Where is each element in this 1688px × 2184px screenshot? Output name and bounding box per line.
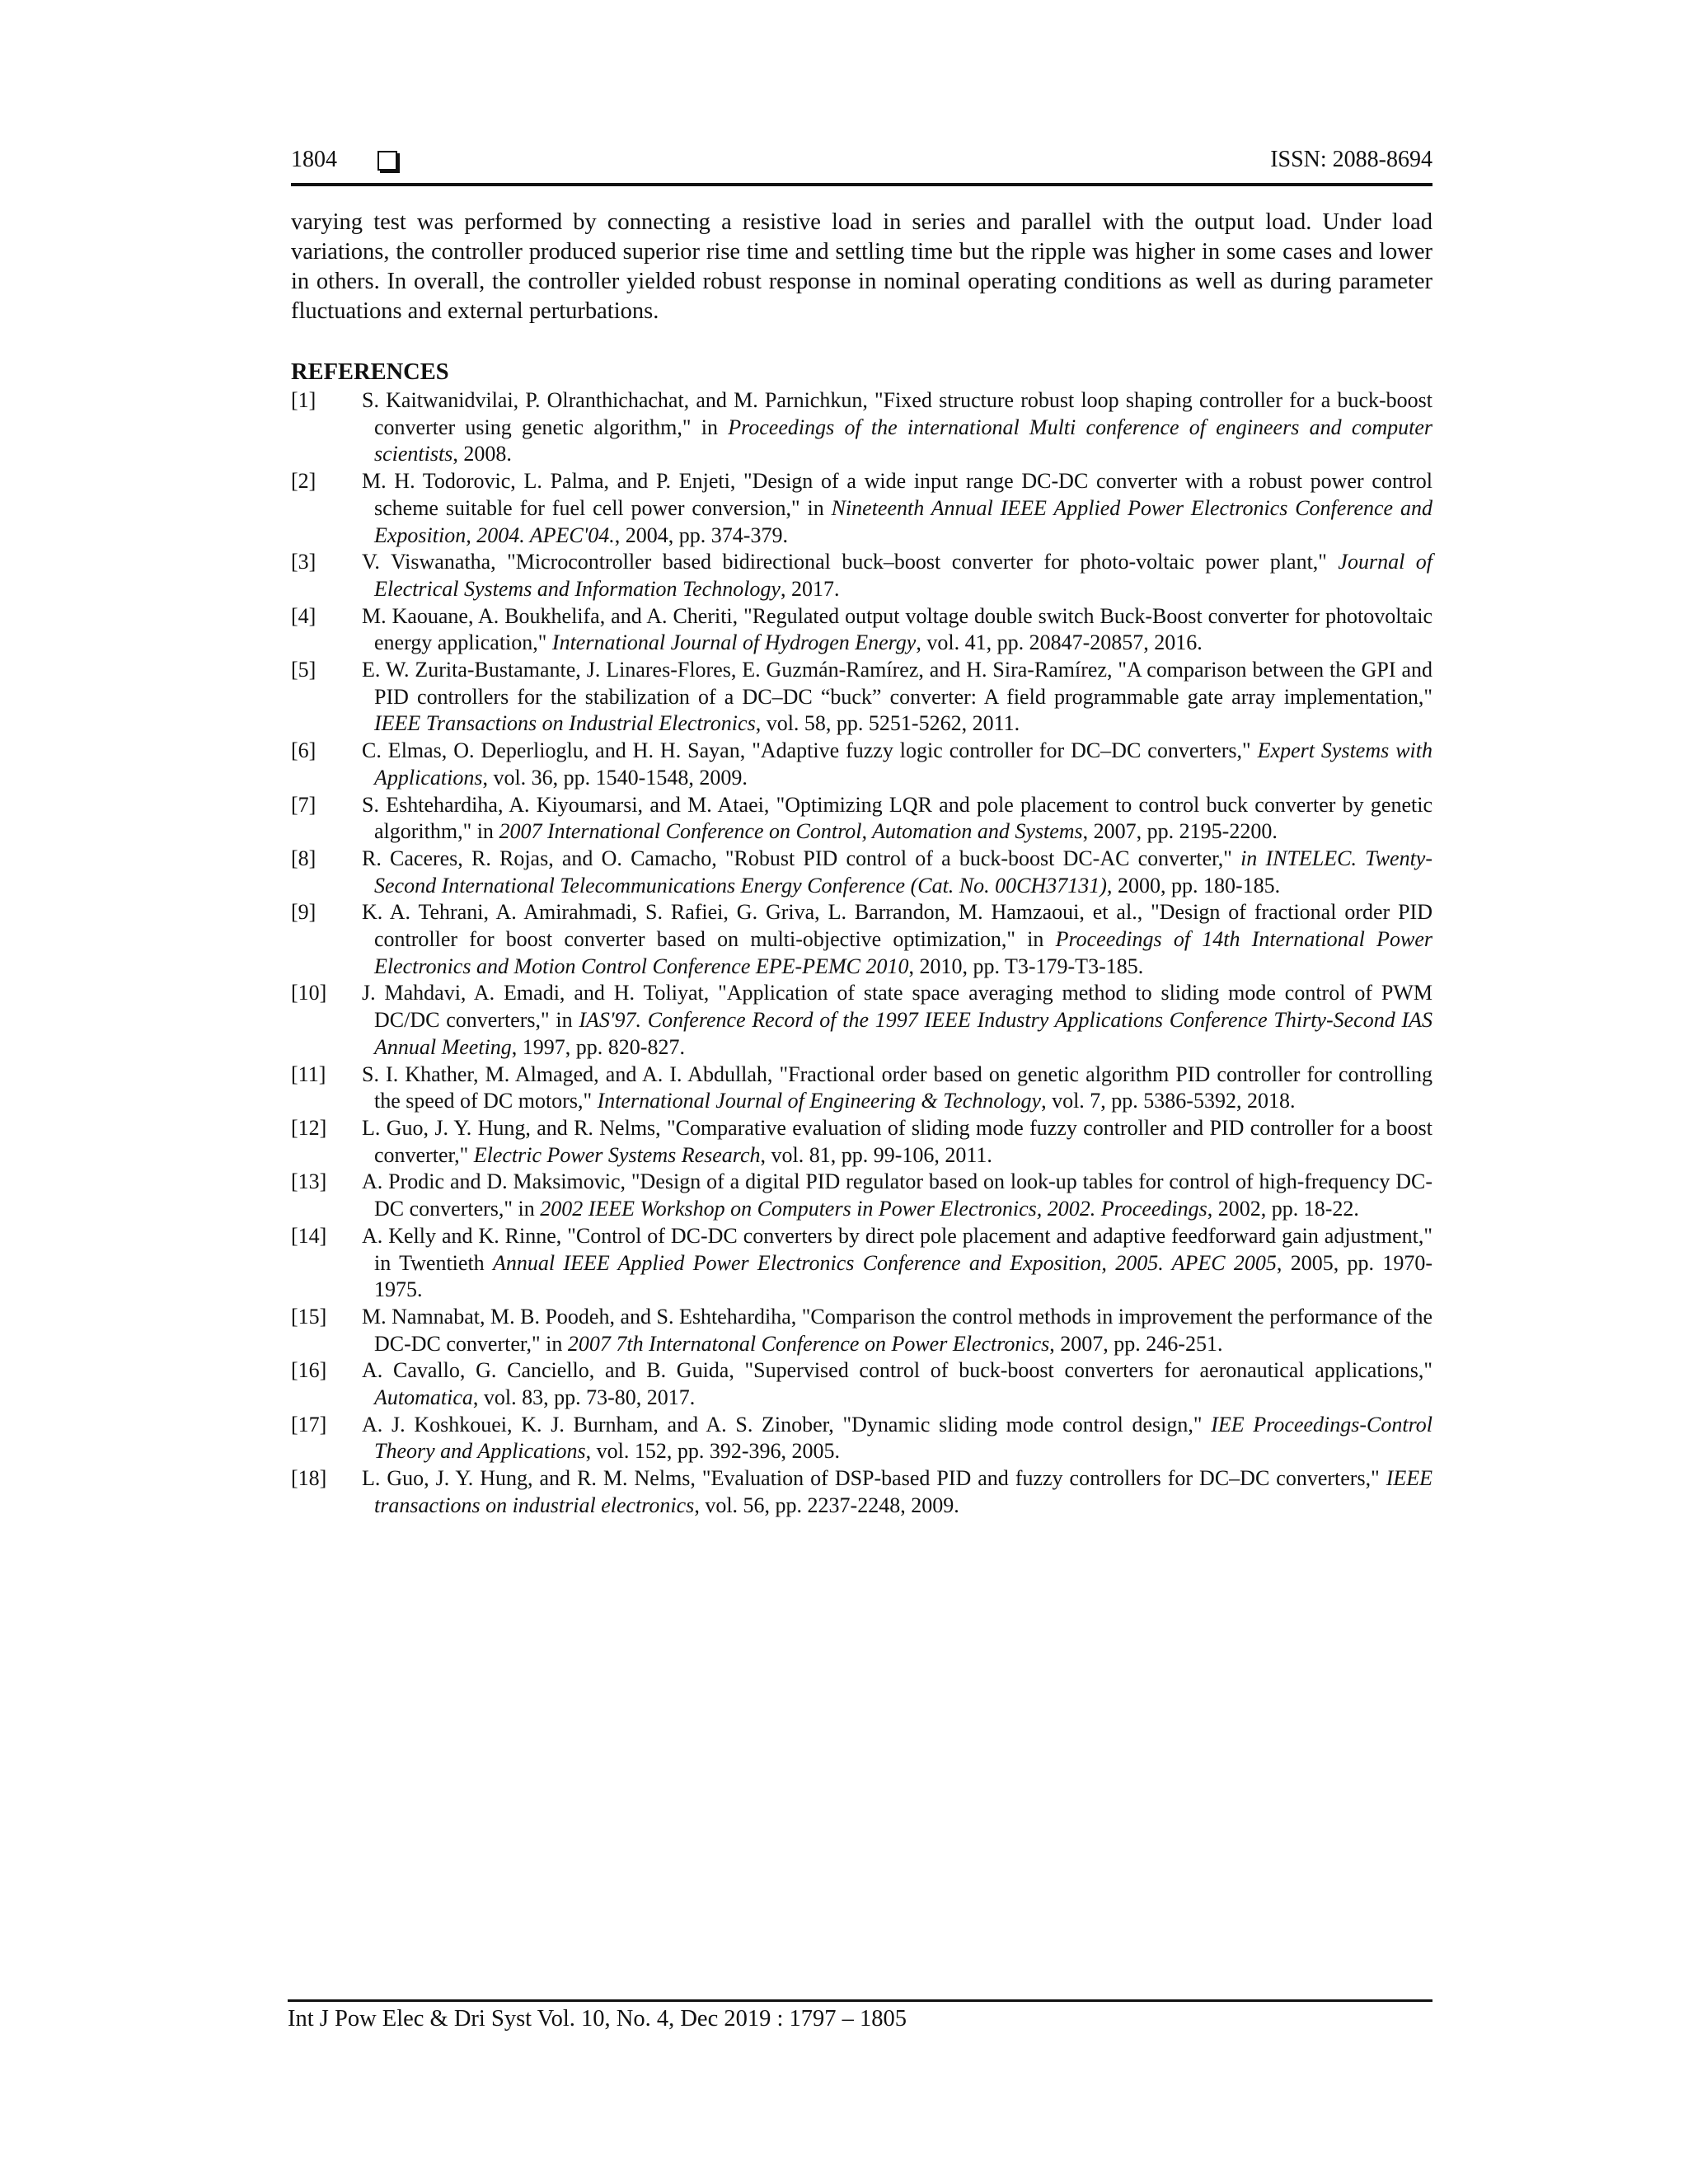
- reference-text: [362, 387, 1432, 468]
- reference-venue: International Journal of Hydrogen Energy: [551, 630, 917, 655]
- reference-number: [2]: [291, 469, 316, 494]
- reference-number: [12]: [291, 1115, 327, 1140]
- reference-text: [362, 899, 1432, 980]
- reference-venue: IAS'97. Conference Record of the 1997 IEEE Industry Applications Conference Thirty-Second IAS Annual Meeting: [374, 1008, 1433, 1059]
- reference-item: [291, 657, 1432, 738]
- reference-authors-title: A. Prodic and D. Maksimovic, "Design of a digital PID regulator based on look-up tables for control of high-frequency DC-DC converters," in: [362, 1169, 1432, 1221]
- reference-item: [291, 387, 1432, 468]
- reference-item: [291, 603, 1432, 657]
- reference-item: [291, 899, 1432, 980]
- reference-number: [14]: [291, 1223, 327, 1248]
- page-header: [291, 145, 1432, 186]
- reference-text: [362, 1304, 1432, 1357]
- reference-authors-title: K. A. Tehrani, A. Amirahmadi, S. Rafiei, G. Griva, L. Barrandon, M. Hamzaoui, et al., "Design of fractional order PID controller for boost converter based on multi-objective optimization," in: [362, 900, 1432, 952]
- reference-authors-title: M. Kaouane, A. Boukhelifa, and A. Cheriti, "Regulated output voltage double switch Buck-Boost converter for photovoltaic energy application,": [362, 603, 1432, 655]
- reference-text: [362, 846, 1432, 899]
- reference-venue: Journal of Electrical Systems and Information Technology: [374, 550, 1433, 601]
- reference-item: [291, 1115, 1432, 1169]
- reference-details: , 2007, pp. 246-251.: [1049, 1331, 1223, 1356]
- reference-item: [291, 1412, 1432, 1465]
- reference-details: , 2010, pp. T3-179-T3-185.: [908, 954, 1144, 978]
- reference-item: [291, 1169, 1432, 1222]
- reference-number: [15]: [291, 1304, 327, 1329]
- reference-details: , 2002, pp. 18-22.: [1207, 1197, 1359, 1221]
- reference-authors-title: M. Namnabat, M. B. Poodeh, and S. Eshtehardiha, "Comparison the control methods in improvement the performance of the DC-DC converter," in: [362, 1304, 1432, 1356]
- reference-authors-title: A. Kelly and K. Rinne, "Control of DC-DC converters by direct pole placement and adaptive feedforward gain adjustment," in Twentieth: [362, 1223, 1432, 1275]
- references-section: [291, 358, 1432, 1520]
- square-box-icon: [377, 151, 397, 171]
- reference-venue: Annual IEEE Applied Power Electronics Conference and Exposition, 2005. APEC 2005: [492, 1250, 1277, 1275]
- reference-authors-title: S. I. Khather, M. Almaged, and A. I. Abdullah, "Fractional order based on genetic algorithm PID controller for controlling the speed of DC motors,": [362, 1062, 1432, 1113]
- reference-details: , vol. 81, pp. 99-106, 2011.: [760, 1142, 992, 1167]
- reference-venue: International Journal of Engineering & Technology: [597, 1089, 1042, 1113]
- reference-item: [291, 792, 1432, 846]
- reference-details: 2000, pp. 180-185.: [1112, 873, 1281, 898]
- reference-venue: 2007 International Conference on Control, Automation and Systems: [499, 819, 1083, 844]
- reference-list: [291, 387, 1432, 1520]
- reference-details: , vol. 36, pp. 1540-1548, 2009.: [482, 765, 748, 790]
- reference-venue: IEEE transactions on industrial electronics: [374, 1466, 1432, 1517]
- reference-authors-title: V. Viswanatha, "Microcontroller based bidirectional buck–boost converter for photo-voltaic power plant,": [362, 550, 1339, 574]
- reference-text: [362, 657, 1432, 738]
- reference-item: [291, 468, 1432, 549]
- reference-venue: Electric Power Systems Research: [473, 1142, 761, 1167]
- reference-text: [362, 603, 1432, 657]
- reference-number: [9]: [291, 900, 316, 925]
- reference-details: , 2004, pp. 374-379.: [614, 523, 788, 547]
- footer-citation: Int J Pow Elec & Dri Syst Vol. 10, No. 4, Dec 2019 : 1797 – 1805: [288, 2006, 907, 2032]
- reference-authors-title: M. H. Todorovic, L. Palma, and P. Enjeti, "Design of a wide input range DC-DC converter with a robust power control scheme suitable for fuel cell power conversion," in: [362, 469, 1432, 520]
- reference-details: , 2008.: [452, 442, 512, 466]
- reference-text: [362, 1115, 1432, 1169]
- reference-number: [13]: [291, 1169, 327, 1194]
- reference-item: [291, 1062, 1432, 1115]
- reference-number: [10]: [291, 981, 327, 1005]
- footer-rule: [288, 1999, 1432, 2002]
- reference-item: [291, 738, 1432, 791]
- reference-authors-title: E. W. Zurita-Bustamante, J. Linares-Flores, E. Guzmán-Ramírez, and H. Sira-Ramírez, "A comparison between the GPI and PID controllers for the stabilization of a DC–DC “buck” converter: A field programmable gate array implementation,": [362, 658, 1432, 709]
- reference-text: [362, 1465, 1432, 1519]
- reference-authors-title: J. Mahdavi, A. Emadi, and H. Toliyat, "Application of state space averaging method to sliding mode control of PWM DC/DC converters," in: [362, 981, 1432, 1033]
- reference-number: [4]: [291, 603, 316, 628]
- reference-details: , vol. 41, pp. 20847-20857, 2016.: [916, 630, 1203, 655]
- reference-details: , 2005, pp. 1970-1975.: [374, 1250, 1432, 1302]
- issn-label: ISSN: 2088-8694: [1270, 147, 1432, 172]
- reference-number: [16]: [291, 1358, 327, 1383]
- reference-details: , 2017.: [780, 576, 840, 601]
- reference-number: [1]: [291, 388, 316, 412]
- reference-item: [291, 980, 1432, 1061]
- reference-number: [11]: [291, 1062, 326, 1086]
- reference-details: , 1997, pp. 820-827.: [511, 1034, 685, 1059]
- reference-number: [6]: [291, 738, 316, 763]
- reference-text: [362, 1169, 1432, 1222]
- reference-item: [291, 1465, 1432, 1519]
- reference-item: [291, 846, 1432, 899]
- reference-venue: Automatica: [374, 1385, 473, 1410]
- reference-details: , vol. 56, pp. 2237-2248, 2009.: [694, 1493, 959, 1517]
- reference-details: , vol. 152, pp. 392-396, 2005.: [585, 1439, 841, 1464]
- reference-text: [362, 980, 1432, 1061]
- reference-venue: IEEE Transactions on Industrial Electronics: [374, 711, 756, 736]
- reference-venue: 2007 7th Internatonal Conference on Power Electronics: [567, 1331, 1050, 1356]
- reference-venue: 2002 IEEE Workshop on Computers in Power Electronics, 2002. Proceedings: [540, 1197, 1207, 1221]
- reference-number: [18]: [291, 1466, 327, 1491]
- reference-authors-title: C. Elmas, O. Deperlioglu, and H. H. Sayan, "Adaptive fuzzy logic controller for DC–DC converters,": [362, 738, 1258, 763]
- reference-text: [362, 1062, 1432, 1115]
- intro-paragraph: varying test was performed by connecting a resistive load in series and parallel with the output load. Under load variations, the controller produced superior rise time and settling time but the ripple was higher in some cases and lower in others. In overall, the controller yielded robust response in nominal operating conditions as well as during parameter fluctuations and external perturbations.: [291, 209, 1432, 324]
- reference-text: [362, 1412, 1432, 1465]
- reference-number: [5]: [291, 658, 316, 682]
- reference-authors-title: L. Guo, J. Y. Hung, and R. Nelms, "Comparative evaluation of sliding mode fuzzy controller and PID controller for a boost converter,": [362, 1115, 1432, 1167]
- reference-item: [291, 549, 1432, 602]
- reference-item: [291, 1223, 1432, 1304]
- reference-venue: Proceedings of 14th International Power Electronics and Motion Control Conference EPE-PEMC 2010: [374, 927, 1432, 978]
- reference-number: [17]: [291, 1412, 327, 1436]
- reference-details: , 2007, pp. 2195-2200.: [1082, 819, 1278, 844]
- reference-venue: in INTELEC. Twenty-Second International Telecommunications Energy Conference (Cat. No. 00CH37131),: [374, 846, 1433, 898]
- reference-number: [8]: [291, 846, 316, 870]
- reference-text: [362, 1357, 1432, 1411]
- reference-venue: Nineteenth Annual IEEE Applied Power Electronics Conference and Exposition, 2004. APEC'04.: [374, 495, 1432, 547]
- references-heading: REFERENCES: [291, 359, 449, 385]
- reference-authors-title: A. J. Koshkouei, K. J. Burnham, and A. S. Zinober, "Dynamic sliding mode control design,": [362, 1412, 1212, 1436]
- reference-venue: Expert Systems with Applications: [374, 738, 1432, 790]
- reference-authors-title: S. Kaitwanidvilai, P. Olranthichachat, and M. Parnichkun, "Fixed structure robust loop shaping controller for a buck-boost converter using genetic algorithm," in: [362, 388, 1432, 439]
- reference-text: [362, 738, 1432, 791]
- reference-text: [362, 1223, 1432, 1304]
- page-number: 1804: [291, 147, 337, 172]
- reference-number: [3]: [291, 550, 316, 574]
- reference-text: [362, 792, 1432, 846]
- reference-details: , vol. 83, pp. 73-80, 2017.: [472, 1385, 696, 1410]
- reference-item: [291, 1304, 1432, 1357]
- reference-item: [291, 1357, 1432, 1411]
- reference-details: , vol. 7, pp. 5386-5392, 2018.: [1041, 1089, 1296, 1113]
- reference-details: , vol. 58, pp. 5251-5262, 2011.: [755, 711, 1020, 736]
- reference-venue: IEE Proceedings-Control Theory and Applications: [374, 1412, 1432, 1464]
- reference-text: [362, 549, 1432, 602]
- reference-authors-title: R. Caceres, R. Rojas, and O. Camacho, "Robust PID control of a buck-boost DC-AC converter,": [362, 846, 1241, 870]
- reference-authors-title: A. Cavallo, G. Canciello, and B. Guida, "Supervised control of buck-boost converters for aeronautical applications,": [362, 1358, 1432, 1383]
- reference-number: [7]: [291, 792, 316, 817]
- reference-text: [362, 468, 1432, 549]
- reference-venue: Proceedings of the international Multi conference of engineers and computer scientists: [374, 415, 1433, 466]
- reference-authors-title: S. Eshtehardiha, A. Kiyoumarsi, and M. Ataei, "Optimizing LQR and pole placement to control buck converter by genetic algorithm," in: [362, 792, 1432, 844]
- reference-authors-title: L. Guo, J. Y. Hung, and R. M. Nelms, "Evaluation of DSP-based PID and fuzzy controllers for DC–DC converters,": [362, 1466, 1386, 1491]
